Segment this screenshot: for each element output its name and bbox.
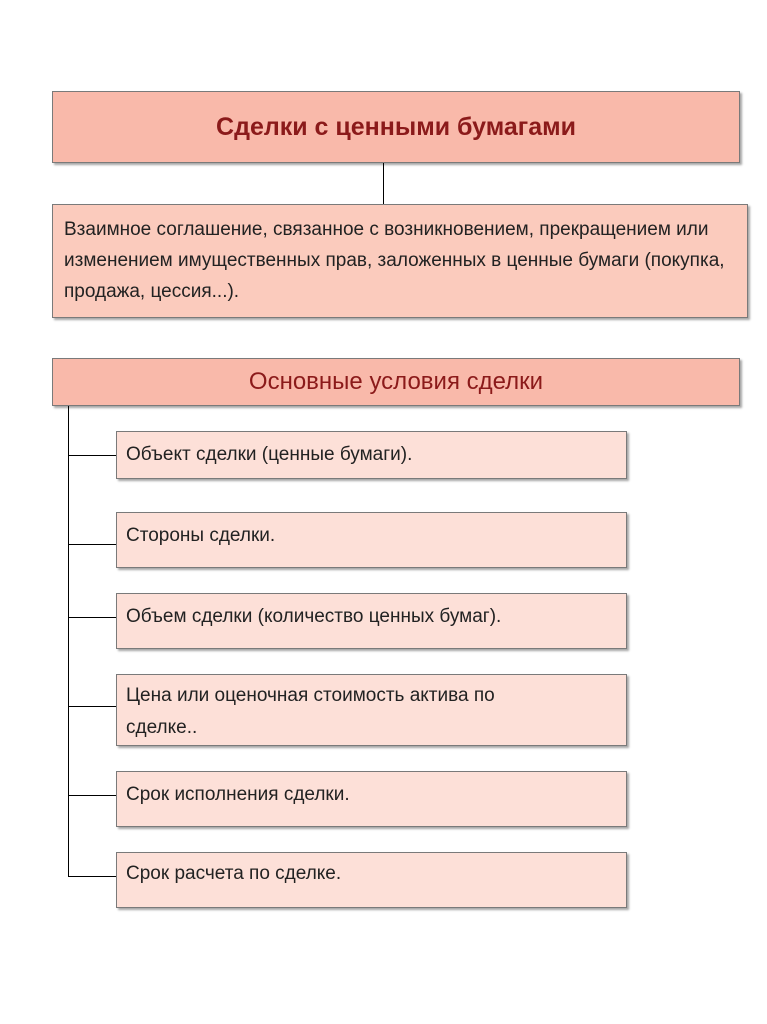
- branch-line-2: [68, 544, 116, 545]
- condition-item-object: [116, 431, 627, 479]
- condition-label: Цена или оценочная стоимость актива по сделке..: [126, 685, 495, 738]
- diagram-title: Сделки с ценными бумагами: [216, 112, 576, 141]
- condition-item-execution-term: [116, 771, 627, 827]
- condition-label: Объем сделки (количество ценных бумаг).: [126, 606, 502, 627]
- conditions-heading-box: [52, 358, 740, 406]
- condition-label: Срок исполнения сделки.: [126, 784, 350, 805]
- title-definition-connector: [383, 163, 384, 204]
- condition-item-parties: [116, 512, 627, 568]
- diagram-title-box: [52, 91, 740, 163]
- condition-item-settlement-term: [116, 852, 627, 908]
- branch-line-5: [68, 795, 116, 796]
- definition-box: [52, 204, 748, 318]
- branch-line-3: [68, 617, 116, 618]
- branch-line-1: [68, 455, 116, 456]
- branch-line-6: [68, 876, 116, 877]
- condition-item-price: [116, 674, 627, 746]
- condition-label: Срок расчета по сделке.: [126, 863, 342, 884]
- condition-label: Объект сделки (ценные бумаги).: [126, 444, 413, 465]
- condition-label: Стороны сделки.: [126, 525, 276, 546]
- branch-line-4: [68, 706, 116, 707]
- conditions-heading: Основные условия сделки: [248, 368, 544, 395]
- conditions-trunk-line: [68, 406, 69, 876]
- definition-text: Взаимное соглашение, связанное с возникновением, прекращением или изменением имущественных прав, заложенных в ценные бумаги (покупка, продажа, цессия...).: [64, 219, 725, 302]
- condition-item-volume: [116, 593, 627, 649]
